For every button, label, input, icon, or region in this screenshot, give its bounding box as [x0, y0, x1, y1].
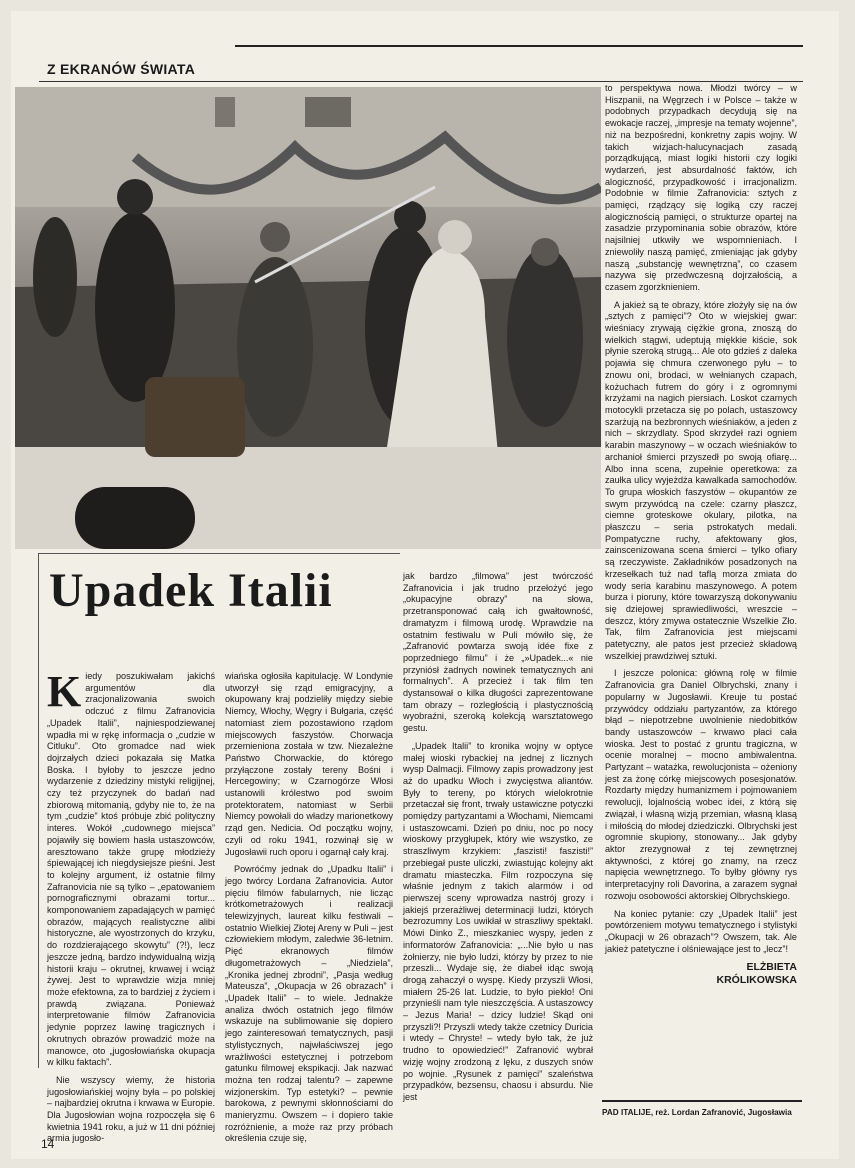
author-byline: [605, 961, 797, 987]
column-3: [403, 571, 593, 1110]
section-label: Z EKRANÓW ŚWIATA: [47, 61, 196, 77]
col2-paragraph-2: Powróćmy jednak do „Upadku Italii” i jego twórcy Lordana Zafranovicia. Autor pięciu filmów fabularnych, nie licząc krótkometrażowych i realizacji telewizyjnych, laureat kilku festiwali – ostatnio Wielkiej Złotej Areny w Puli – jest człowiekiem młodym, zaledwie 36-letnim. Pięć ekranowych filmów długometrażowych – „Niedziela”, „Kronika jednej zbrodni”, „Pasja według Mateusza”, „Okupacja w 26 obrazach” i „Upadek Italii” – to wiele. Jednakże analiza dwóch ostatnich jego filmów wskazuje na sublimowanie się dopiero jego zainteresowań tematycznych, pasji stylistycznych, najwłaściwszej jego wrażliwości estetycznej i potrzebom gatunku filmowej ekspikacji. Jak nazwać można ten rodzaj talentu? – zapewne wizjonerskim. Typ estetyki? – pewnie barokowa, z pewnymi skłonnościami do manieryzmu. Owszem – i dopiero takie rozróżnienie, a może raz przy próbach określenia czuje się,: [225, 864, 393, 1144]
magazine-page: [11, 11, 839, 1159]
col4-paragraph-3: I jeszcze polonica: główną rolę w filmie Zafranovicia gra Daniel Olbrychski, znany i popularny w Jugosławii. Kreuje tu postać przywódcy oddziału partyzantów, za którego błąd – niepotrzebne uwolnienie niedobitków bandy ustaszowców – krwawo płaci cała wioska. Jest to postać z gruntu tragiczna, w ocenie moralnej – mocno ambiwalentna. Partyzant – watażka, rewolucjonista – ożeniony jest za żonę córkę miejscowych posesjonatów. Rozdarty między humanizmem i pojmowaniem rewolucji, lojalnością wobec idei, z którą się związał, i własną wizją przemian, własną klasą i miłością do młodej dziedziczki. Olbrychski jest ogromnie skupiony, stonowany... Jak gdyby aktor zrezygnował z tej zewnętrznej aktywności, z której go znamy, na rzecz napięcia wewnętrznego. To byłby główny rys interpretacyjny roli Davorina, a zarazem sygnał rozwoju osobowości aktorskiej Olbrychskiego.: [605, 668, 797, 901]
title-frame-top: [38, 553, 400, 554]
column-4: [605, 83, 797, 987]
drop-cap: K: [47, 667, 82, 716]
section-rule: [39, 81, 803, 82]
author-first-name: ELŻBIETA: [746, 961, 797, 974]
col4-paragraph-4: Na koniec pytanie: czy „Upadek Italii” jest powtórzeniem motywu tematycznego i stylistyki „Okupacji w 26 obrazach”? Owszem, tak. Ale jakież patetyczne i olśniewające jest to „lecz”!: [605, 908, 797, 954]
page-number: 14: [41, 1137, 55, 1151]
top-rule: [235, 45, 803, 47]
col1-paragraph-2: Nie wszyscy wiemy, że historia jugosłowiańskiej wojny była – po polskiej – najbardziej okrutna i krwawa w Europie. Dla Jugosłowian wojna rozpoczęła się 6 kwietnia 1941 roku, a już w 11 dni później armia jugosło-: [47, 1074, 215, 1144]
col3-paragraph-2: „Upadek Italii” to kronika wojny w optyce małej wioski rybackiej na jednej z licznych wysp Dalmacji. Filmowy zapis prowadzony jest aż do upadku Włoch i zwycięstwa aliantów. Były to tereny, po których wielokrotnie przetaczał się front, trwały ustawiczne potyczki pomiędzy partyzantami a Włochami, Niemcami i ustaszowcami. Dzień po dniu, noc po nocy wioskowy przygłupek, który wie wszystko, ze straszliwym krzykiem: „faszisti! faszisti!” przebiegał puste uliczki, zwiastując kolejny akt dramatu miasteczka. Film rozpoczyna się właśnie jednym z takich alarmów i od pierwszej sceny wprowadza nastrój grozy i jakiejś przerażliwej determinacji ludzi, których bezrozumny Los uwikłał w straszliwy spektakl. Mówi Dinko Z., mieszkaniec wyspy, jeden z informatorów Zafranovicia: „...Nie było u nas żołnierzy, nie było ludzi, którzy by przez to nie przeszli... Wydaje się, że diabeł idąc swoją drogą zahaczył o wyspę. Kiedy przyszli Włosi, miałem 25-26 lat. Ludzie, to było piekło! Oni przynieśli nam tyle nieszczęścia. A ustaszowcy – Jezus Maria! – dzicy ludzie! Skąd oni przyszli?! Przyszli wtedy także czetnicy Duricia i wtedy – Chryste! – wtedy było tak, że już trudno to opowiedzieć!” Zafranović wybrał wizję wojny zrodzoną z lęku, z duszych snów po wojnie. „Rysunek z pamięci” szaleństwa przypadków, bezsensu, chaosu i absurdu. Nie jest: [403, 740, 593, 1102]
col3-paragraph-1: jak bardzo „filmowa” jest twórczość Zafranovicia i jak trudno przełożyć jego „okupacyjne obrazy” na słowa, przetransponować całą ich gwałtowność, dramatyzm i filmową urodę. Wprawdzie na ostatnim festiwalu w Puli mówiło się, że „Zafranović powtarza swoją idée fixe z poprzedniego filmu” i że „»Upadek...« nie przyniósł żadnych nowinek tematycznych ani formalnych”. A przecież i tak film ten dystansował o kilka długości zaprezentowane tam obrazy – rozległością i plastycznością wyobraźni, szeroką kolekcją warsztatowego gestu.: [403, 571, 593, 734]
column-1: [47, 667, 215, 1151]
column-2: [225, 671, 393, 1151]
col2-paragraph-1: wiańska ogłosiła kapitulację. W Londynie utworzył się rząd emigracyjny, a okupowany kraj podzieliły między siebie Niemcy, Włochy, Węgry i Bułgaria, część natomiast ziem pozostawiono rządom miejscowych faszystów. Chorwacja przemieniona została w tzw. Niezależne Państwo Chorwackie, do którego przyłączone zostały tereny Bośni i Hercegowiny; w Czarnogórze Włosi ustanowili królestwo pod swoim protektoratem, natomiast w Serbii Niemcy powołali do władzy marionetkowy rząd gen. Nedicia. Od początku wojny, czyli od roku 1941, rozwinął się w Jugosławii ruch oporu i ogarnął cały kraj.: [225, 671, 393, 857]
title-frame-left: [38, 553, 39, 1068]
col1-paragraph-1: iedy poszukiwałam jakichś argumentów dla zracjonalizowania swoich odczuć z filmu Zafranovicia „Upadek Italii”, najniespodziewanej wpadła mi w rękę informacja o „cudzie w Citluku”. Oto gromadce nad wiek dojrzałych dzieci pokazała się Matka Boska. I byłoby to jeszcze jedno wydarzenie z dziedziny mistyki religijnej, czy też przyczynek do badań nad zbiorową mitomanią, gdyby nie to, że na tym „cudzie” ktoś próbuje zbić polityczny interes. Wokół „cudownego miejsca” pojawiły się bowiem hasła ustaszowców, aresztowano także grupę młodzieży śpiewającej ich niegdysiejsze pieśni. Jest to kolejny argument, iż ostatnie filmy Zafranovicia nie są tylko – „epatowaniem pornograficznymi obrazami tortur... komponowaniem zapadających w pamięć obrazów, mających realistyczne alibi historyczne, ale wyostrzonych do krzyku, do rozdzierającego skowytu” (?!), lecz jeszcze jedną, bardzo indywidualną wizją historii kraju – okrutnej, krwawej i wciąż żywej. Jest to wprawdzie wizja mniej może efektowna, za to bardziej z życiem i prawdą związana. Ponieważ interpretowanie filmów Zafranovicia jedynie poprzez lawinę tragicznych i okrutnych obrazów prowadzić może na manowce, oto „jugosłowiańska okupacja w kilku faktach”.: [47, 671, 215, 1068]
col4-paragraph-1: to perspektywa nowa. Młodzi twórcy – w Hiszpanii, na Węgrzech i w Polsce – także w podobnych przypadkach decydują się na ewokacje raczej, „impresje na tematy wojenne”, niż na bezpośredni, konkretny zapis wojny. W takich wizjach-halucynacjach zasadą porządkującą, miast logiki historii czy logiki wydarzeń, jest absurdalność faktów, ich alogiczność, przypadkowość i irracjonalizm. Podobnie w filmie Zafranovicia: sztych z pamięci, rządzący się logiką czy raczej alogicznością pamięci, o strukturze opartej na zasadzie przypominania sobie obrazów, które najsilniej utkwiły we wspomnieniach. I zniewoliły naszą pamięć, zmieniając jak gdyby naszą „substancję wewnętrzną”, co czasem nazywa się przedwczesną dojrzałością, a czasem zgorzknieniem.: [605, 83, 797, 292]
photo-caption: PAD ITALIJE, reż. Lordan Zafranović, Jugosławia: [602, 1100, 802, 1118]
film-still-photo: [15, 87, 601, 549]
col4-paragraph-2: A jakież są te obrazy, które złożyły się na ów „sztych z pamięci”? Oto w wiejskiej gwar: wieśniacy zrywają ciężkie grona, znoszą do wielkich stągwi, udeptują miękkie kiście, sok płynie szeroką strugą... Ale oto gdzieś z daleka pojawia się chmura czerwonego pyłu – to znowu oni, brodaci, w wełnianych czapach, kożuchach futrem do góry i z ogromnymi krzyżami na nagich piersiach. Loskot czarnych motocykli przetacza się po polach, ustaszowcy szarżują na bezbronnych wieśniaków, a jeden z nich – skrzydlaty. Spod skrzydeł razi ogniem karabin maszynowy – w oczach wieśniaków to archanioł śmierci przyszedł po swoją ofiarę... Albo inna scena, zupełnie operetkowa: za zaułka ulicy wyjeżdża kawalkada samochodów. To grupa włoskich faszystów – okupantów ze swym przywódcą na czele: czarny płaszcz, ciemne groteskowe okulary, pilotka, na płaszczu – seria pstrokatych medali. Pompatyczne ruchy, afektowany głos, zainscenizowana scena śmierci – tylko ofiary są rzeczywiste. Zakładników posadzonych na krzesełkach tuż nad taflą morza zmiata do wody seria karabinu maszynowego. A potem burza i pioruny, które towarzyszą dokonywaniu się dziejowej sprawiedliwości, wreszcie – deszcz, który zmywa ostatecznie Wszelkie Zło. Tak, film Zafranovicia jest miejscami patetyczny, ale patos jest przecież składową wszelkiej prawdziwej sztuki.: [605, 299, 797, 661]
author-last-name: KRÓLIKOWSKA: [716, 974, 797, 987]
article-title: Upadek Italii: [49, 564, 333, 617]
